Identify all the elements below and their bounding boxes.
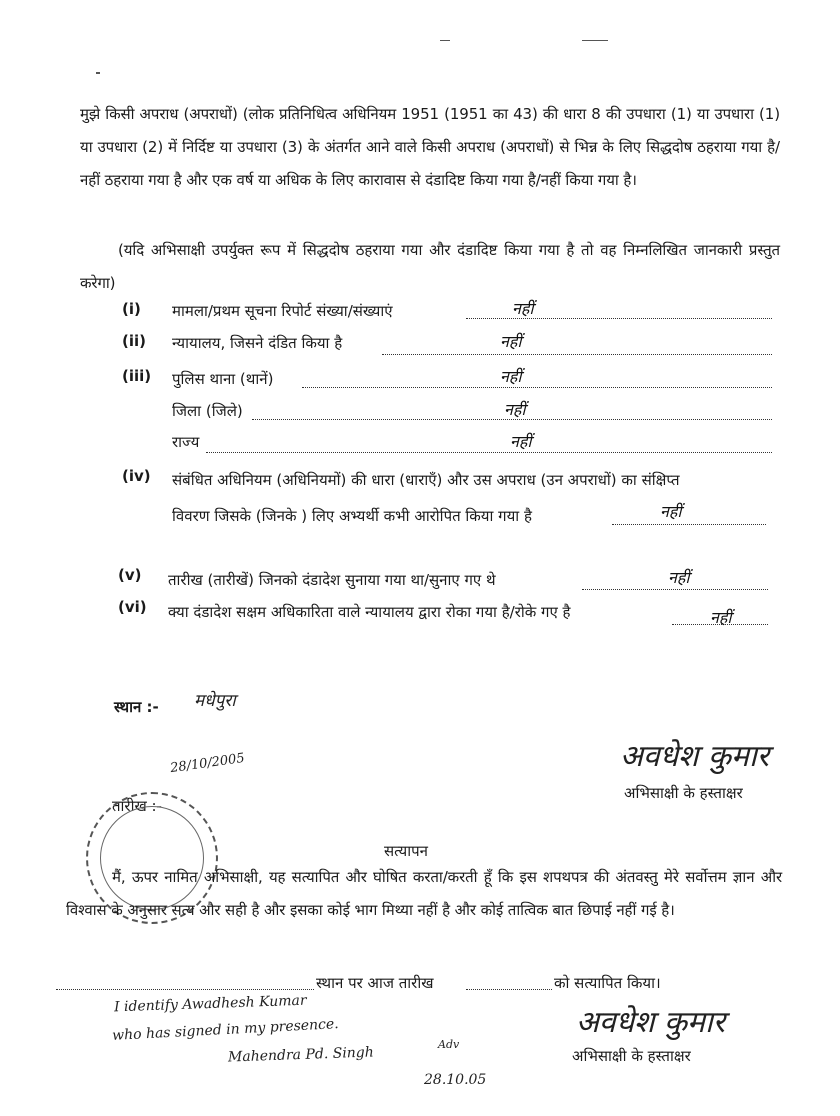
item-label: संबंधित अधिनियम (अधिनियमों) की धारा (धाराएँ) और उस अपराध (उन अपराधों) का संक्षिप्त bbox=[172, 471, 680, 489]
signature-caption: अभिसाक्षी के हस्ताक्षर bbox=[624, 784, 743, 802]
deponent-signature: अवधेश कुमार bbox=[620, 739, 770, 774]
scan-speck bbox=[440, 40, 450, 41]
item-label: न्यायालय, जिसने दंडित किया है bbox=[172, 334, 343, 352]
identification-note-date: 28.10.05 bbox=[424, 1072, 487, 1088]
item-number: (iii) bbox=[122, 367, 152, 385]
final-deponent-signature: अवधेश कुमार bbox=[576, 1005, 726, 1040]
item-label: जिला (जिले) bbox=[172, 402, 243, 420]
item-label: तारीख (तारीखें) जिनको दंडादेश सुनाया गया था/सुनाए गए थे bbox=[168, 571, 496, 589]
item-label: मामला/प्रथम सूचना रिपोर्ट संख्या/संख्याएं bbox=[172, 302, 393, 320]
item-number: (v) bbox=[118, 566, 142, 584]
item-number: (i) bbox=[122, 300, 141, 318]
verification-text: मैं, ऊपर नामित अभिसाक्षी, यह सत्यापित और घोषित करता/करती हूँ कि इस शपथपत्र की अंतवस्तु मेरे सर्वोत्तम ज्ञान और विश्वास के अनुसार सत्य और सही है और इसका कोई भाग मिथ्या नहीं है और कोई तात्विक बात छिपाई नहीं गई है। bbox=[66, 868, 782, 919]
item-number: (ii) bbox=[122, 332, 146, 350]
verification-date-line bbox=[466, 989, 552, 990]
verification-place-line bbox=[56, 989, 314, 990]
item-answer: नहीं bbox=[660, 502, 682, 521]
item-answer: नहीं bbox=[504, 400, 526, 419]
intro-paragraph: मुझे किसी अपराध (अपराधों) (लोक प्रतिनिधित्व अधिनियम 1951 (1951 का 43) की धारा 8 की उपधारा (1) या उपधारा (1) या उपधारा (2) में निर्दिष्ट या उपधारा (3) के अंतर्गत आने वाले किसी अपराध (अपराधों) से भिन्न के लिए सिद्धदोष ठहराया गया है/नहीं ठहराया गया है और एक वर्ष या अधिक के लिए कारावास से दंडादिष्ट किया गया है/नहीं किया गया है। bbox=[80, 105, 780, 189]
identification-note-line-1: I identify Awadhesh Kumar bbox=[113, 992, 307, 1016]
date-value-handwritten: 28/10/2005 bbox=[169, 750, 246, 777]
item-label: क्या दंडादेश सक्षम अधिकारिता वाले न्यायालय द्वारा रोका गया है/रोके गए है bbox=[168, 603, 571, 621]
date-label: तारीख :- bbox=[112, 797, 162, 815]
answer-line bbox=[382, 354, 772, 355]
item-answer: नहीं bbox=[710, 608, 732, 627]
item-label: पुलिस थाना (थानें) bbox=[172, 370, 274, 388]
scan-speck bbox=[582, 40, 608, 41]
item-answer: नहीं bbox=[510, 432, 532, 451]
identification-note-line-3: Mahendra Pd. Singh bbox=[227, 1044, 375, 1066]
item-answer: नहीं bbox=[500, 367, 522, 386]
answer-line bbox=[582, 589, 768, 590]
item-answer: नहीं bbox=[500, 332, 522, 351]
conditional-note: (यदि अभिसाक्षी उपर्युक्त रूप में सिद्धदोष ठहराया गया और दंडादिष्ट किया गया है तो वह निम्नलिखित जानकारी प्रस्तुत करेगा) bbox=[80, 241, 780, 292]
verification-end-text: को सत्यापित किया। bbox=[554, 974, 661, 992]
place-label: स्थान :- bbox=[114, 698, 159, 716]
identification-note-line-4: Adv bbox=[438, 1038, 460, 1051]
answer-line bbox=[302, 387, 772, 388]
verification-place-text: स्थान पर आज तारीख bbox=[316, 974, 434, 992]
place-value-handwritten: मधेपुरा bbox=[194, 691, 236, 711]
item-label-continued: विवरण जिसके (जिनके ) लिए अभ्यर्थी कभी आरोपित किया गया है bbox=[172, 507, 532, 525]
answer-line bbox=[612, 524, 766, 525]
item-answer: नहीं bbox=[668, 568, 690, 587]
item-label: राज्य bbox=[172, 433, 200, 451]
answer-line bbox=[206, 452, 772, 453]
item-number: (vi) bbox=[118, 598, 147, 616]
item-answer: नहीं bbox=[512, 299, 534, 318]
verification-heading: सत्यापन bbox=[384, 842, 428, 860]
identification-note-line-2: who has signed in my presence. bbox=[111, 1016, 340, 1044]
scan-speck bbox=[96, 72, 100, 74]
final-signature-caption: अभिसाक्षी के हस्ताक्षर bbox=[572, 1047, 691, 1065]
item-number: (iv) bbox=[122, 467, 151, 485]
